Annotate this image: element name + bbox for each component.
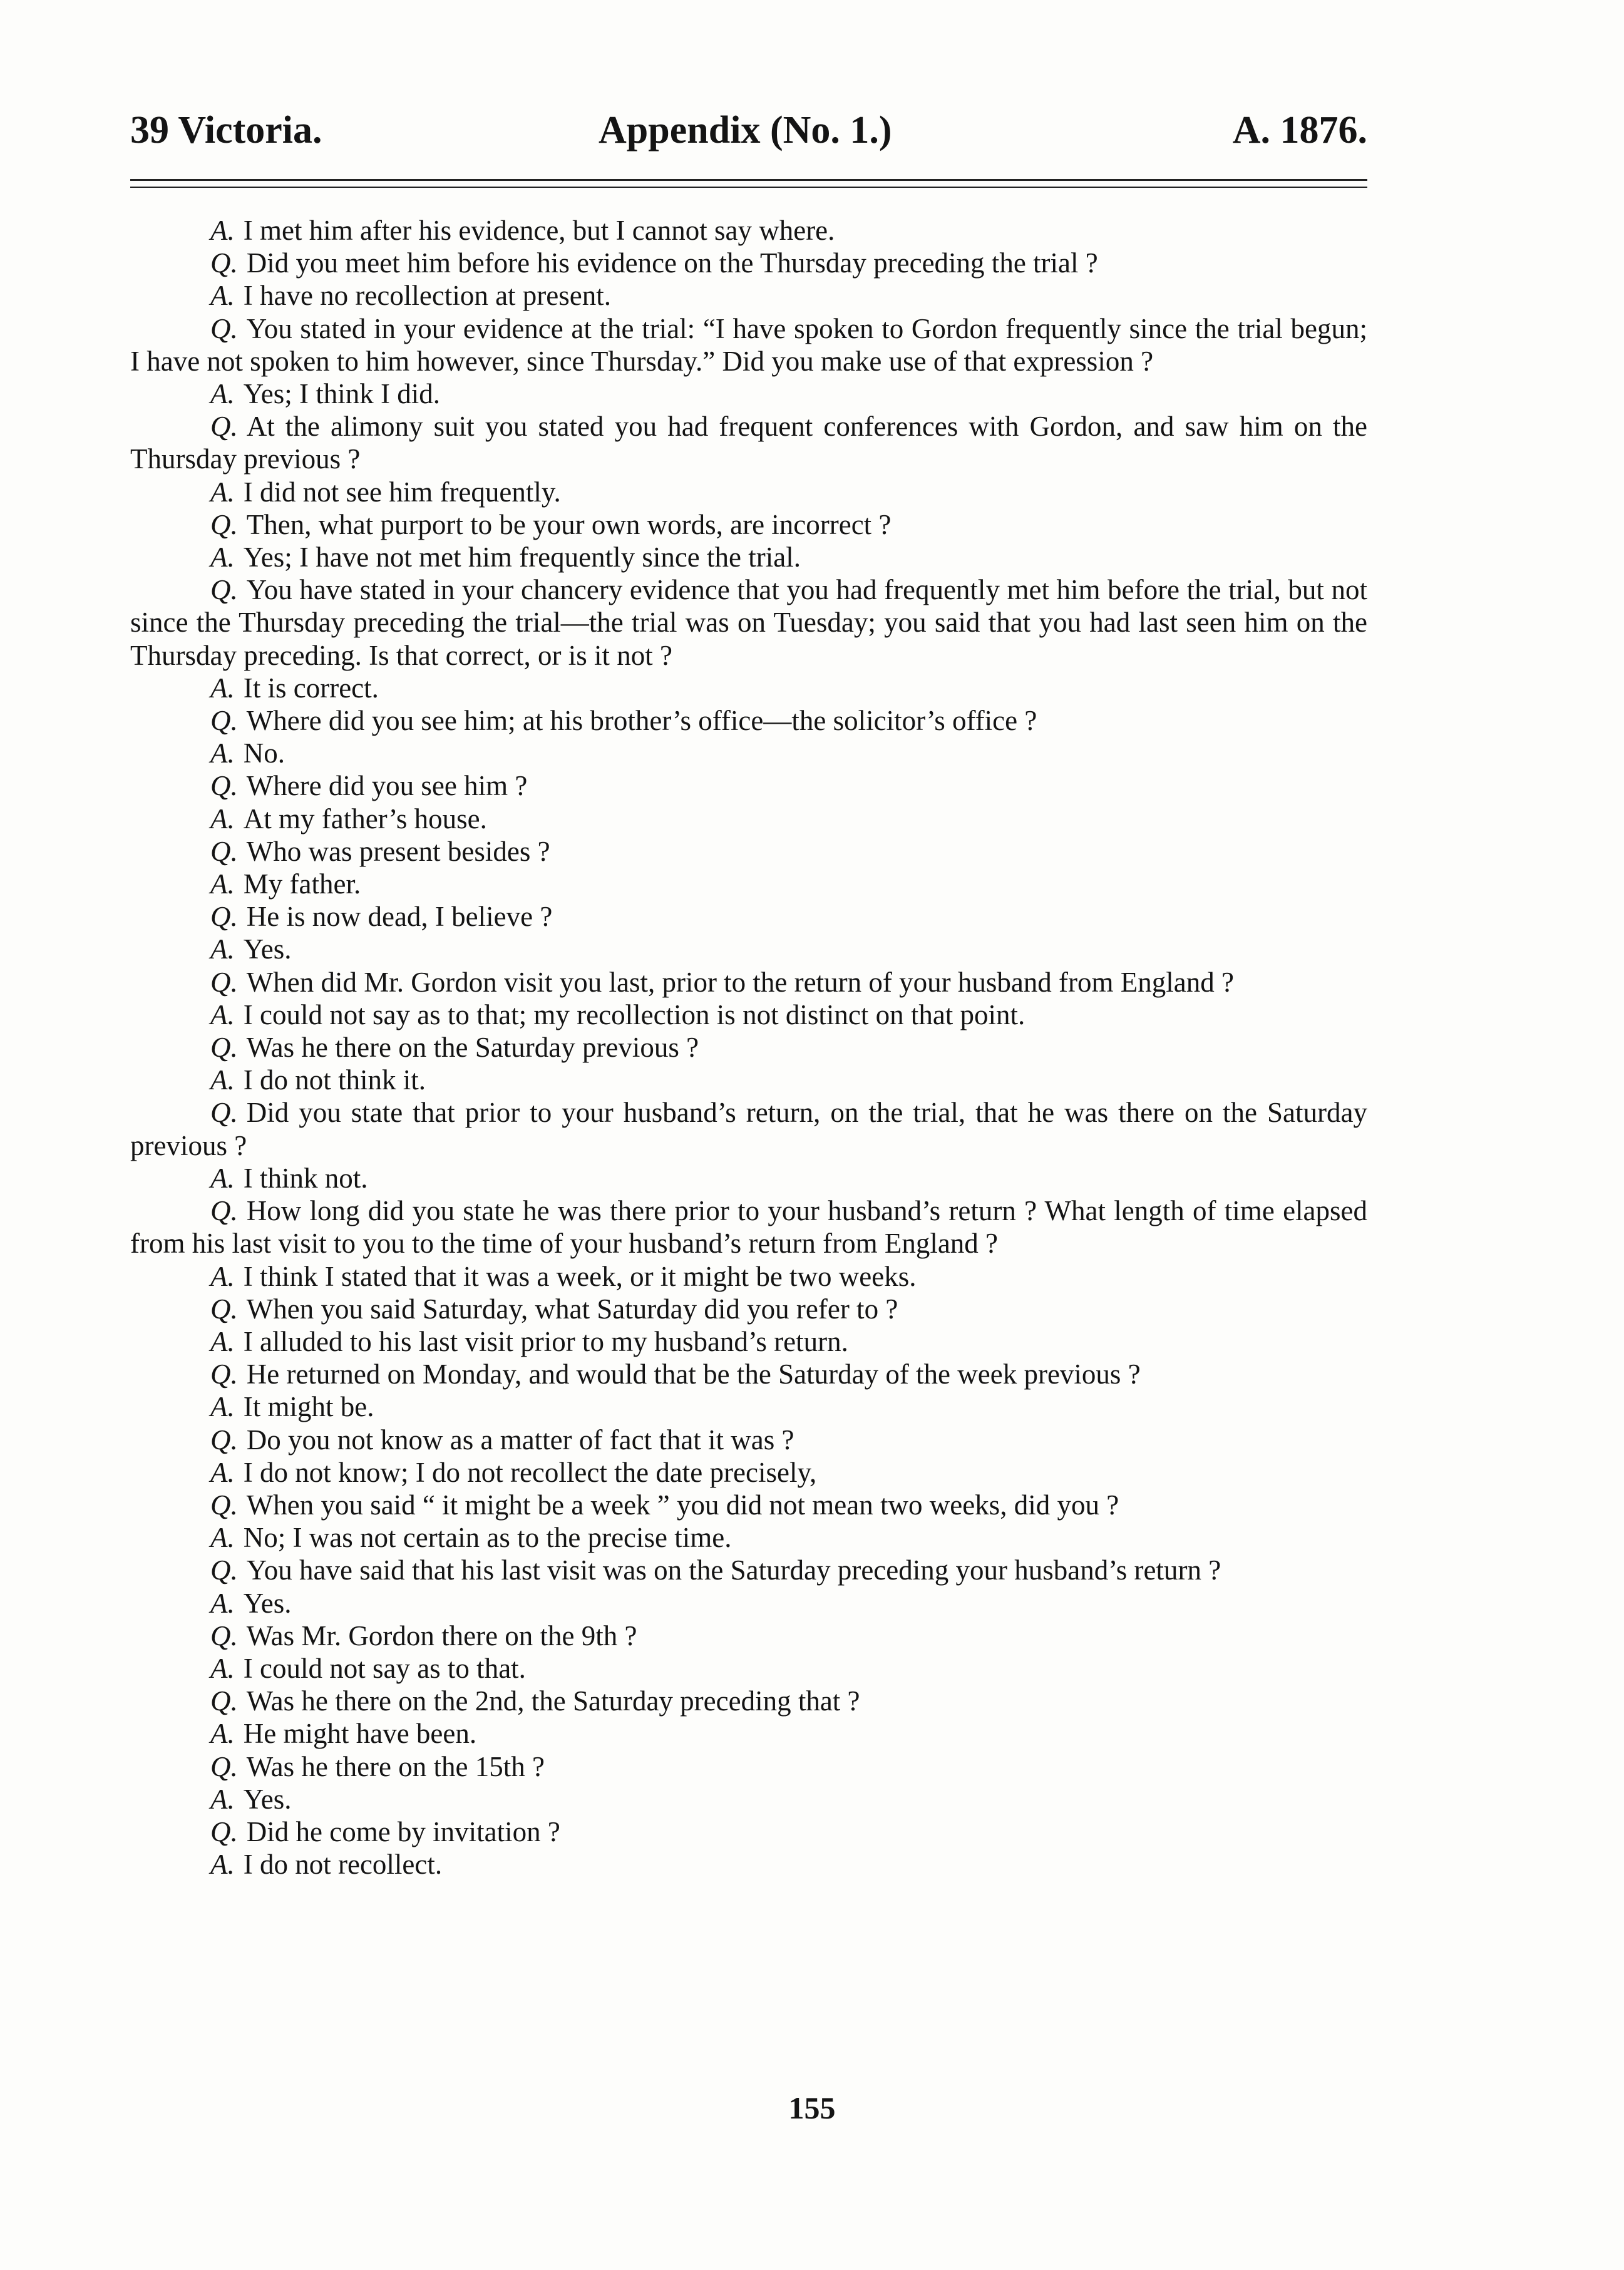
testimony-text: Was Mr. Gordon there on the 9th ? (246, 1620, 637, 1651)
question-line (130, 247, 1367, 279)
answer-line (130, 1390, 1367, 1423)
testimony-text: Yes. (243, 1783, 292, 1815)
speaker-label: Q. (210, 1554, 238, 1586)
testimony-text: I think not. (243, 1162, 368, 1194)
speaker-label: A. (210, 933, 235, 965)
testimony-text: No; I was not certain as to the precise time. (243, 1522, 732, 1554)
testimony-text: No. (243, 737, 285, 769)
question-line (130, 704, 1367, 737)
speaker-label: Q. (210, 1293, 238, 1325)
testimony-text: When you said Saturday, what Saturday did you refer to ? (246, 1293, 898, 1325)
answer-line (130, 1783, 1367, 1815)
speaker-label: Q. (210, 508, 238, 540)
speaker-label: A. (210, 1456, 235, 1488)
question-line (130, 835, 1367, 868)
speaker-label: A. (210, 215, 235, 246)
speaker-label: A. (210, 476, 235, 508)
answer-line (130, 214, 1367, 247)
testimony-text: You stated in your evidence at the trial: “I have spoken to Gordon frequently since the trial begun; I have not spoken to him however, since Thursday.” Did you make use of that expression ? (130, 312, 1367, 377)
speaker-label: Q. (210, 1489, 238, 1521)
answer-line (130, 868, 1367, 900)
header-rule-top (130, 179, 1367, 181)
question-line (130, 900, 1367, 933)
question-line (130, 1096, 1367, 1161)
question-line (130, 1293, 1367, 1325)
testimony-text: I did not see him frequently. (243, 476, 561, 508)
testimony-text: Where did you see him ? (246, 770, 528, 802)
testimony-text: Where did you see him; at his brother’s office—the solicitor’s office ? (246, 705, 1037, 737)
speaker-label: A. (210, 378, 235, 410)
speaker-label: A. (210, 1587, 235, 1619)
testimony-text: How long did you state he was there prior to your husband’s return ? What length of time elapsed from his last visit to you to the time of your husband’s return from England ? (130, 1195, 1367, 1260)
speaker-label: Q. (210, 1097, 238, 1129)
running-head (130, 99, 1367, 162)
testimony-text: At my father’s house. (243, 803, 487, 835)
speaker-label: Q. (210, 1750, 238, 1782)
question-line (130, 1750, 1367, 1783)
answer-line (130, 999, 1367, 1031)
testimony-text: You have stated in your chancery evidence that you had frequently met him before the trial, but not since the Thursday preceding the trial—the trial was on Tuesday; you said that you had last seen him on the Thursday preceding. Is that correct, or is it not ? (130, 574, 1367, 671)
answer-line (130, 1848, 1367, 1881)
speaker-label: A. (210, 1325, 235, 1357)
testimony-text: Yes; I think I did. (243, 378, 440, 410)
testimony-text: It might be. (243, 1391, 374, 1423)
question-line (130, 1554, 1367, 1586)
speaker-label: A. (210, 672, 235, 704)
testimony-text: Was he there on the 15th ? (246, 1750, 545, 1782)
testimony-text: I do not recollect. (243, 1849, 443, 1881)
testimony-text: I could not say as to that. (243, 1652, 526, 1684)
testimony-text: When did Mr. Gordon visit you last, prior to the return of your husband from England ? (246, 966, 1234, 998)
answer-line (130, 377, 1367, 410)
testimony-text: I could not say as to that; my recollection is not distinct on that point. (243, 999, 1025, 1030)
answer-line (130, 1260, 1367, 1293)
header-session-year: A. 1876. (1232, 109, 1367, 152)
testimony-text: I think I stated that it was a week, or it might be two weeks. (243, 1260, 917, 1292)
question-line (130, 1489, 1367, 1521)
speaker-label: A. (210, 1652, 235, 1684)
speaker-label: A. (210, 737, 235, 769)
question-line (130, 1031, 1367, 1064)
header-rule-bottom (130, 187, 1367, 188)
answer-line (130, 1162, 1367, 1194)
testimony-text: It is correct. (243, 672, 379, 704)
testimony-text: I alluded to his last visit prior to my husband’s return. (243, 1325, 848, 1357)
testimony-text: He is now dead, I believe ? (246, 901, 553, 933)
answer-line (130, 803, 1367, 835)
speaker-label: A. (210, 542, 235, 573)
speaker-label: Q. (210, 312, 238, 344)
speaker-label: Q. (210, 1815, 238, 1847)
question-line (130, 966, 1367, 999)
speaker-label: A. (210, 1849, 235, 1881)
answer-line (130, 1521, 1367, 1554)
testimony-text: At the alimony suit you stated you had frequent conferences with Gordon, and saw him on the Thursday previous ? (130, 411, 1367, 475)
testimony-text: Did you state that prior to your husband’s return, on the trial, that he was there on the Saturday previous ? (130, 1097, 1367, 1161)
testimony-text: I do not think it. (243, 1064, 426, 1096)
question-line (130, 1358, 1367, 1390)
header-appendix-title: Appendix (No. 1.) (599, 109, 892, 152)
speaker-label: A. (210, 1162, 235, 1194)
speaker-label: A. (210, 1783, 235, 1815)
answer-line (130, 279, 1367, 312)
testimony-text: My father. (243, 868, 361, 900)
question-line (130, 1194, 1367, 1260)
question-line (130, 1424, 1367, 1456)
answer-line (130, 1652, 1367, 1685)
testimony-text: You have said that his last visit was on the Saturday preceding your husband’s return ? (246, 1554, 1221, 1586)
answer-line (130, 1064, 1367, 1096)
answer-line (130, 1717, 1367, 1750)
speaker-label: Q. (210, 411, 238, 443)
question-line (130, 508, 1367, 541)
testimony-text: Yes. (243, 933, 292, 965)
question-line (130, 573, 1367, 672)
answer-line (130, 672, 1367, 704)
question-line (130, 1815, 1367, 1848)
answer-line (130, 476, 1367, 508)
speaker-label: A. (210, 868, 235, 900)
testimony-text: I do not know; I do not recollect the date precisely, (243, 1456, 817, 1488)
testimony-text: Then, what purport to be your own words, are incorrect ? (246, 508, 892, 540)
speaker-label: Q. (210, 705, 238, 737)
question-line (130, 1685, 1367, 1717)
speaker-label: Q. (210, 574, 238, 606)
answer-line (130, 1587, 1367, 1620)
speaker-label: A. (210, 1522, 235, 1554)
speaker-label: Q. (210, 1620, 238, 1651)
question-line (130, 1620, 1367, 1652)
speaker-label: A. (210, 280, 235, 312)
page-number: 155 (788, 2090, 836, 2125)
answer-line (130, 933, 1367, 965)
speaker-label: Q. (210, 1424, 238, 1456)
speaker-label: A. (210, 1391, 235, 1423)
answer-line (130, 1456, 1367, 1489)
testimony-text: Do you not know as a matter of fact that it was ? (246, 1424, 794, 1456)
testimony-text: Was he there on the Saturday previous ? (246, 1032, 699, 1064)
speaker-label: A. (210, 999, 235, 1030)
testimony-text: Who was present besides ? (246, 835, 550, 867)
speaker-label: A. (210, 803, 235, 835)
testimony-text: He might have been. (243, 1718, 477, 1750)
testimony-text: I met him after his evidence, but I cannot say where. (243, 215, 835, 246)
answer-line (130, 1325, 1367, 1358)
answer-line (130, 737, 1367, 769)
testimony-text: Yes. (243, 1587, 292, 1619)
speaker-label: Q. (210, 966, 238, 998)
speaker-label: Q. (210, 901, 238, 933)
speaker-label: Q. (210, 1358, 238, 1390)
speaker-label: A. (210, 1064, 235, 1096)
speaker-label: A. (210, 1260, 235, 1292)
answer-line (130, 541, 1367, 573)
testimony-text: Did he come by invitation ? (246, 1815, 560, 1847)
testimony-text: Did you meet him before his evidence on the Thursday preceding the trial ? (246, 247, 1098, 279)
speaker-label: Q. (210, 1032, 238, 1064)
speaker-label: Q. (210, 247, 238, 279)
testimony-text: I have no recollection at present. (243, 280, 611, 312)
testimony-text: He returned on Monday, and would that be the Saturday of the week previous ? (246, 1358, 1141, 1390)
question-line (130, 410, 1367, 475)
testimony-transcript (130, 214, 1367, 1881)
header-regnal-year: 39 Victoria. (130, 109, 322, 152)
speaker-label: Q. (210, 1685, 238, 1717)
testimony-text: Yes; I have not met him frequently since the trial. (243, 542, 801, 573)
question-line (130, 312, 1367, 377)
speaker-label: Q. (210, 770, 238, 802)
speaker-label: Q. (210, 835, 238, 867)
speaker-label: A. (210, 1718, 235, 1750)
testimony-text: Was he there on the 2nd, the Saturday preceding that ? (246, 1685, 860, 1717)
question-line (130, 769, 1367, 802)
testimony-text: When you said “ it might be a week ” you did not mean two weeks, did you ? (246, 1489, 1119, 1521)
speaker-label: Q. (210, 1195, 238, 1227)
